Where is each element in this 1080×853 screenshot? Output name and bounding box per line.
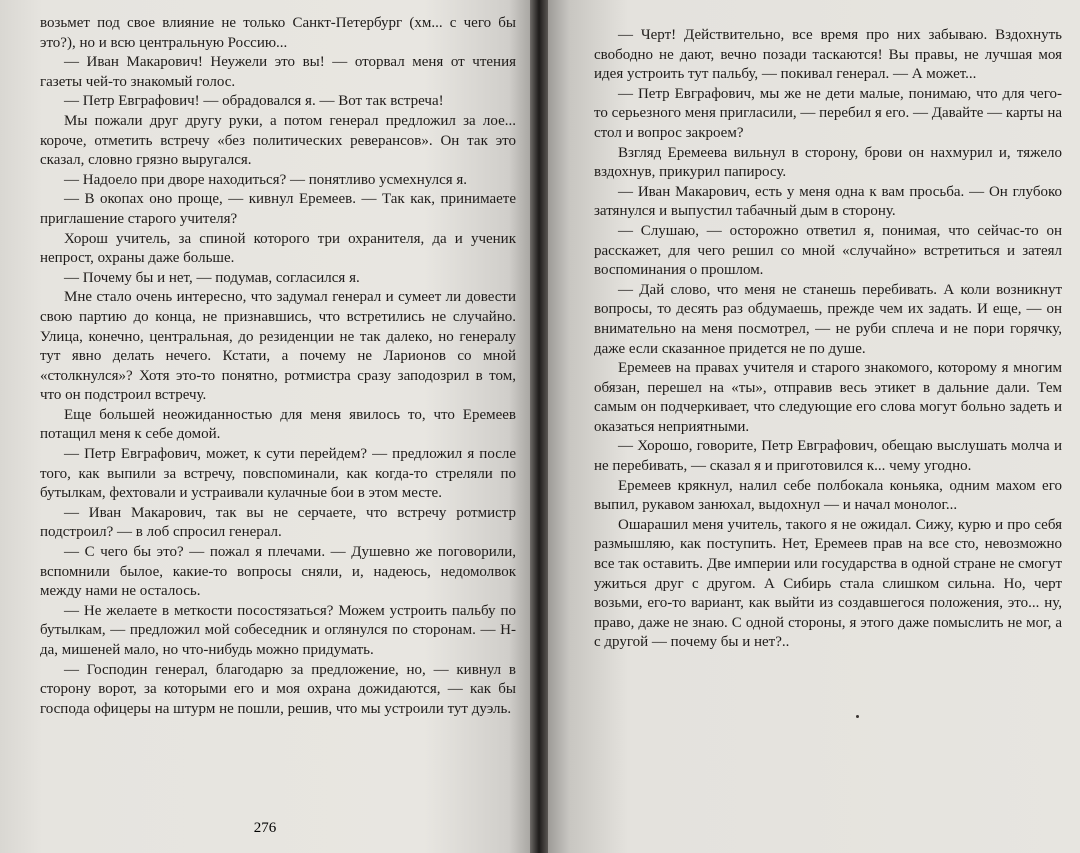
paragraph: Еще большей неожиданностью для меня явилось то, что Еремеев потащил меня к себе домой.	[40, 406, 516, 443]
book-gutter	[530, 0, 548, 853]
paragraph: — Не желаете в меткости посостязаться? Можем устроить пальбу по бутылкам, — предложил мой собеседник и оглянулся по сторонам. — Н-да, мишеней мало, но что-нибудь можно придумать.	[40, 602, 516, 658]
paragraph: — Господин генерал, благодарю за предложение, но, — кивнул в сторону ворот, за которыми его и моя охрана дожидаются, — как бы господа офицеры на штурм не пошли, решив, что мы устроили тут дуэль.	[40, 661, 516, 717]
left-page	[0, 0, 530, 853]
paragraph: — Петр Евграфович, мы же не дети малые, понимаю, что для чего-то серьезного меня пригласили, — перебил я его. — Давайте — карты на стол и вопрос закроем?	[594, 85, 1062, 141]
paragraph: Взгляд Еремеева вильнул в сторону, брови он нахмурил и, тяжело вздохнув, прикурил папиросу.	[594, 144, 1062, 181]
left-page-text	[40, 14, 516, 719]
paragraph: Мы пожали друг другу руки, а потом генерал предложил за лое... короче, отметить встречу «без политических реверансов». Он так это сказал, словно грязно выругался.	[40, 112, 516, 169]
paragraph: — Хорошо, говорите, Петр Евграфович, обещаю выслушать молча и не перебивать, — сказал я и приготовился к... чему угодно.	[594, 438, 1062, 475]
right-page	[548, 0, 1080, 853]
paragraph: Еремеев крякнул, налил себе полбокала коньяка, одним махом его выпил, рукавом занюхал, выдохнул — и начал монолог...	[594, 477, 1062, 514]
paragraph: — С чего бы это? — пожал я плечами. — Душевно же поговорили, вспомнили былое, какие-то вопросы сняли, и, надеюсь, недомолвок между нами не осталось.	[40, 544, 516, 600]
paragraph: — Слушаю, — осторожно ответил я, понимая, что сейчас-то он расскажет, для чего решил со мной «случайно» встретиться и затеял воспоминания о прошлом.	[594, 222, 1062, 279]
paragraph: — Петр Евграфович! — обрадовался я. — Вот так встреча!	[64, 93, 444, 110]
paragraph: — В окопах оно проще, — кивнул Еремеев. — Так как, принимаете приглашение старого учителя?	[40, 191, 516, 227]
paragraph: — Дай слово, что меня не станешь перебивать. А коли возникнут вопросы, то десять раз обдумаешь, прежде чем их задать. И еще, — он внимательно на меня посмотрел, — не руби сплеча и не пори горячку, даже если сказанное придется не по душе.	[594, 281, 1062, 357]
print-speck	[856, 715, 859, 718]
paragraph: возьмет под свое влияние не только Санкт-Петербург (хм... с чего бы это?), но и всю центральную Россию...	[40, 15, 516, 51]
paragraph: — Иван Макарович! Неужели это вы! — оторвал меня от чтения газеты чей-то знакомый голос.	[40, 54, 516, 90]
right-page-text	[594, 26, 1062, 653]
paragraph: — Петр Евграфович, может, к сути перейдем? — предложил я после того, как выпили за встречу, повспоминали, как когда-то стреляли по бутылкам, фехтовали и устраивали кулачные бои в этом месте.	[40, 446, 516, 502]
paragraph: Хорош учитель, за спиной которого три охранителя, да и ученик непрост, охраны даже больше.	[40, 230, 516, 267]
paragraph: — Почему бы и нет, — подумав, согласился я.	[64, 269, 360, 286]
paragraph: — Иван Макарович, так вы не серчаете, что встречу ротмистр подстроил? — в лоб спросил генерал.	[40, 504, 516, 541]
paragraph: — Иван Макарович, есть у меня одна к вам просьба. — Он глубоко затянулся и выпустил табачный дым в сторону.	[594, 183, 1062, 220]
paragraph: Мне стало очень интересно, что задумал генерал и сумеет ли довести свою партию до конца, не признавшись, что встретились не случайно. Улица, конечно, центральная, до резиденции не так далеко, но генералу тут явно делать нечего. Кстати, а почему не Ларионов со мной «столкнулся»? Хотя это-то понятно, ротмистра сразу заподозрил в том, что он подстроил встречу.	[40, 289, 516, 404]
paragraph: — Надоело при дворе находиться? — понятливо усмехнулся я.	[64, 171, 468, 188]
paragraph: Еремеев на правах учителя и старого знакомого, которому я многим обязан, перешел на «ты», отправив весь этикет в дальние дали. Тем самым он подчеркивает, что следующие его слова могут больно задеть и оказаться неприятными.	[594, 360, 1062, 435]
page-number: 276	[253, 820, 277, 836]
paragraph: Ошарашил меня учитель, такого я не ожидал. Сижу, курю и про себя размышляю, как поступить. Нет, Еремеев прав на все сто, невозможно все так оставить. Две империи или государства в одной стране не смогут ужиться друг с другом. А Сибирь стала слишком сильна. Но, черт возьми, его-то вариант, как выйти из создавшегося положения, это... ну, право, даже не знаю. С одной стороны, я этого даже помыслить не мог, а с другой — почему бы и нет?..	[594, 516, 1062, 651]
paragraph: — Черт! Действительно, все время про них забываю. Вздохнуть свободно не дают, вечно позади таскаются! Вы правы, не лучшая моя идея устроить тут пальбу, — покивал генерал. — А может...	[594, 27, 1062, 83]
